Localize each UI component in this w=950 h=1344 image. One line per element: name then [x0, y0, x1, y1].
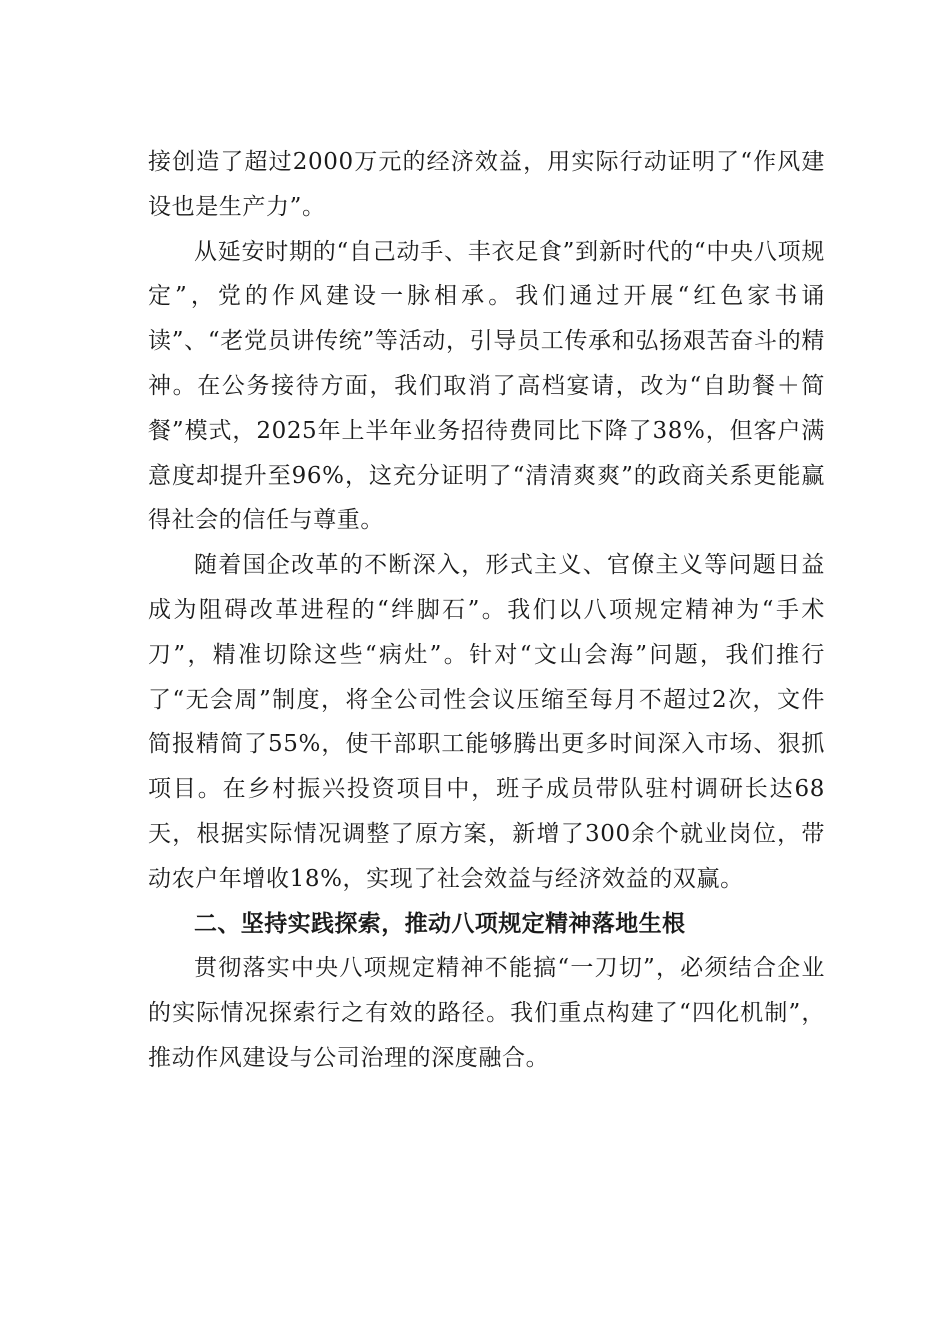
document-body [148, 140, 825, 1081]
paragraph-continuation: 接创造了超过2000万元的经济效益，用实际行动证明了“作风建设也是生产力”。 [148, 149, 825, 220]
paragraph-practice: 贯彻落实中央八项规定精神不能搞“一刀切”，必须结合企业的实际情况探索行之有效的路径。我们重点构建了“四化机制”，推动作风建设与公司治理的深度融合。 [148, 955, 825, 1071]
section-heading: 二、坚持实践探索，推动八项规定精神落地生根 [194, 910, 686, 937]
paragraph-reform: 随着国企改革的不断深入，形式主义、官僚主义等问题日益成为阻碍改革进程的“绊脚石”。我们以八项规定精神为“手术刀”，精准切除这些“病灶”。针对“文山会海”问题，我们推行了“无会周”制度，将全公司性会议压缩至每月不超过2次，文件简报精简了55%，使干部职工能够腾出更多时间深入市场、狠抓项目。在乡村振兴投资项目中，班子成员带队驻村调研长达68天，根据实际情况调整了原方案，新增了300余个就业岗位，带动农户年增收18%，实现了社会效益与经济效益的双赢。 [148, 552, 825, 892]
paragraph-style-heritage: 从延安时期的“自己动手、丰衣足食”到新时代的“中央八项规定”，党的作风建设一脉相承。我们通过开展“红色家书诵读”、“老党员讲传统”等活动，引导员工传承和弘扬艰苦奋斗的精神。在公务接待方面，我们取消了高档宴请，改为“自助餐＋简餐”模式，2025年上半年业务招待费同比下降了38%，但客户满意度却提升至96%，这充分证明了“清清爽爽”的政商关系更能赢得社会的信任与尊重。 [148, 238, 825, 534]
